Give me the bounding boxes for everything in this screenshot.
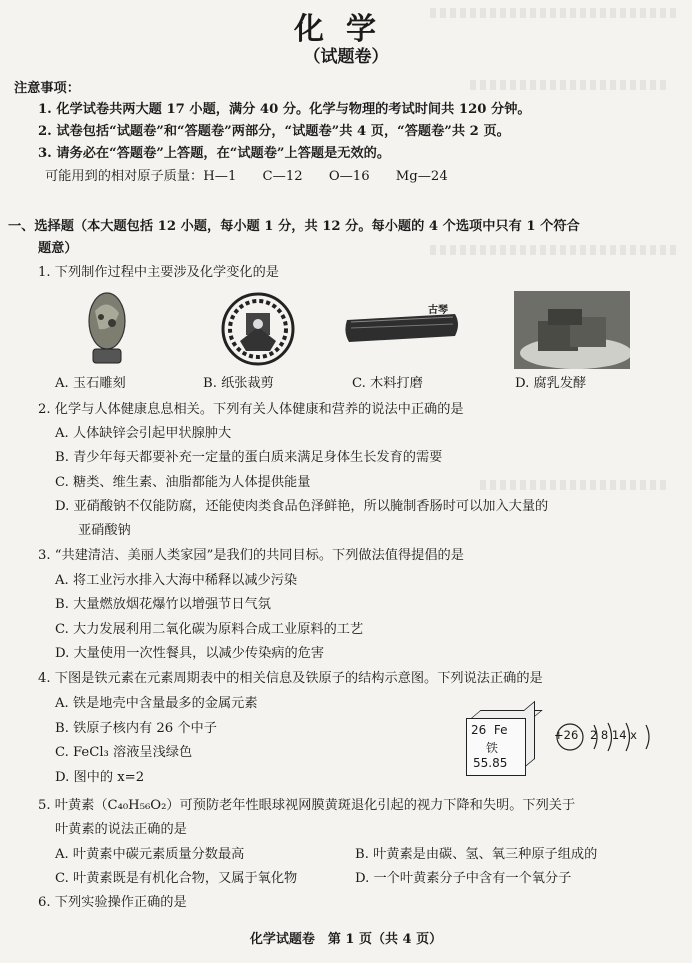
mass-mg: Mg—24 xyxy=(395,169,448,184)
q3-option-c: C. 大力发展利用二氧化碳为原料合成工业原料的工艺 xyxy=(55,622,364,637)
q2-option-d-cont: 亚硝酸钠 xyxy=(78,523,131,538)
element-number-symbol xyxy=(471,723,508,737)
guqin-image xyxy=(343,304,463,352)
q2-option-a: A. 人体缺锌会引起甲状腺肿大 xyxy=(55,426,232,441)
q1-option-b: B. 纸张裁剪 xyxy=(203,376,274,391)
element-tile-iron xyxy=(466,718,526,776)
section-heading-cont: 题意） xyxy=(38,241,78,256)
element-symbol: Fe xyxy=(493,723,508,737)
q5-option-d: D. 一个叶黄素分子中含有一个氧分子 xyxy=(355,871,572,886)
q4-option-a: A. 铁是地壳中含量最多的金属元素 xyxy=(55,696,258,711)
q3-stem: 3. “共建清洁、美丽人类家园”是我们的共同目标。下列做法值得提倡的是 xyxy=(38,548,464,563)
q4-option-d: D. 图中的 x=2 xyxy=(55,770,145,785)
q4-option-c: C. FeCl₃ 溶液呈浅绿色 xyxy=(55,745,193,760)
masses-label: 可能用到的相对原子质量： xyxy=(45,169,204,184)
paper-cutting-image xyxy=(220,291,296,371)
q2-option-d: D. 亚硝酸钠不仅能防腐，还能使肉类食品色泽鲜艳，所以腌制香肠时可以加入大量的 xyxy=(55,499,549,514)
q3-option-a: A. 将工业污水排入大海中稀释以减少污染 xyxy=(55,573,298,588)
q5-option-b: B. 叶黄素是由碳、氢、氧三种原子组成的 xyxy=(355,847,598,862)
mass-h: H—1 xyxy=(203,169,237,184)
note-item: 3. 请务必在“答题卷”上答题，在“试题卷”上答题是无效的。 xyxy=(38,146,391,161)
q6-stem: 6. 下列实验操作正确的是 xyxy=(38,895,187,910)
atomic-mass: 55.85 xyxy=(473,756,508,770)
q1-option-a: A. 玉石雕刻 xyxy=(55,376,126,391)
note-item: 1. 化学试卷共两大题 17 小题，满分 40 分。化学与物理的考试时间共 120 分钟。 xyxy=(38,102,531,117)
mass-c: C—12 xyxy=(262,169,303,184)
notes-heading: 注意事项： xyxy=(14,81,80,96)
page-footer: 化学试题卷 第 1 页（共 4 页） xyxy=(249,932,443,947)
q4-option-b: B. 铁原子核内有 26 个中子 xyxy=(55,721,217,736)
q2-stem: 2. 化学与人体健康息息相关。下列有关人体健康和营养的说法中正确的是 xyxy=(38,402,464,417)
q1-option-d: D. 腐乳发酵 xyxy=(515,376,587,391)
bleed-through xyxy=(480,480,670,490)
atomic-masses xyxy=(45,168,448,186)
q5-stem-cont: 叶黄素的说法正确的是 xyxy=(55,822,187,837)
bleed-through xyxy=(470,80,670,90)
q2-option-b: B. 青少年每天都要补充一定量的蛋白质来满足身体生长发育的需要 xyxy=(55,450,443,465)
element-name: 铁 xyxy=(486,741,499,755)
q2-option-c: C. 糖类、维生素、油脂都能为人体提供能量 xyxy=(55,475,311,490)
guqin-caption: 古琴 xyxy=(428,305,448,316)
fermented-tofu-image xyxy=(514,291,630,373)
q1-stem: 1. 下列制作过程中主要涉及化学变化的是 xyxy=(38,265,279,280)
q5-stem: 5. 叶黄素（C₄₀H₅₆O₂）可预防老年性眼球视网膜黄斑退化引起的视力下降和失明。下列关于 xyxy=(38,798,576,813)
electron-shells: 2 8 14 x xyxy=(589,728,637,742)
jade-carving-image xyxy=(85,291,129,371)
bleed-through xyxy=(430,245,680,255)
mass-o: O—16 xyxy=(328,169,370,184)
nucleus-charge: +26 xyxy=(554,728,579,742)
page-title: 化学 xyxy=(294,12,398,47)
page-subtitle: （试题卷） xyxy=(303,47,389,67)
note-item: 2. 试卷包括“试题卷”和“答题卷”两部分，“试题卷”共 4 页，“答题卷”共 2 页。 xyxy=(38,124,510,139)
q4-stem: 4. 下图是铁元素在元素周期表中的相关信息及铁原子的结构示意图。下列说法正确的是 xyxy=(38,671,543,686)
q3-option-d: D. 大量使用一次性餐具，以减少传染病的危害 xyxy=(55,646,325,661)
q1-option-c: C. 木料打磨 xyxy=(352,376,423,391)
q3-option-b: B. 大量燃放烟花爆竹以增强节日气氛 xyxy=(55,597,271,612)
atom-structure-diagram xyxy=(554,728,637,742)
q5-option-c: C. 叶黄素既是有机化合物，又属于氧化物 xyxy=(55,871,298,886)
section-heading: 一、选择题（本大题包括 12 小题，每小题 1 分，共 12 分。每小题的 4 个选项中只有 1 个符合 xyxy=(8,219,580,234)
q5-option-a: A. 叶黄素中碳元素质量分数最高 xyxy=(55,847,245,862)
atomic-number: 26 xyxy=(471,723,487,737)
